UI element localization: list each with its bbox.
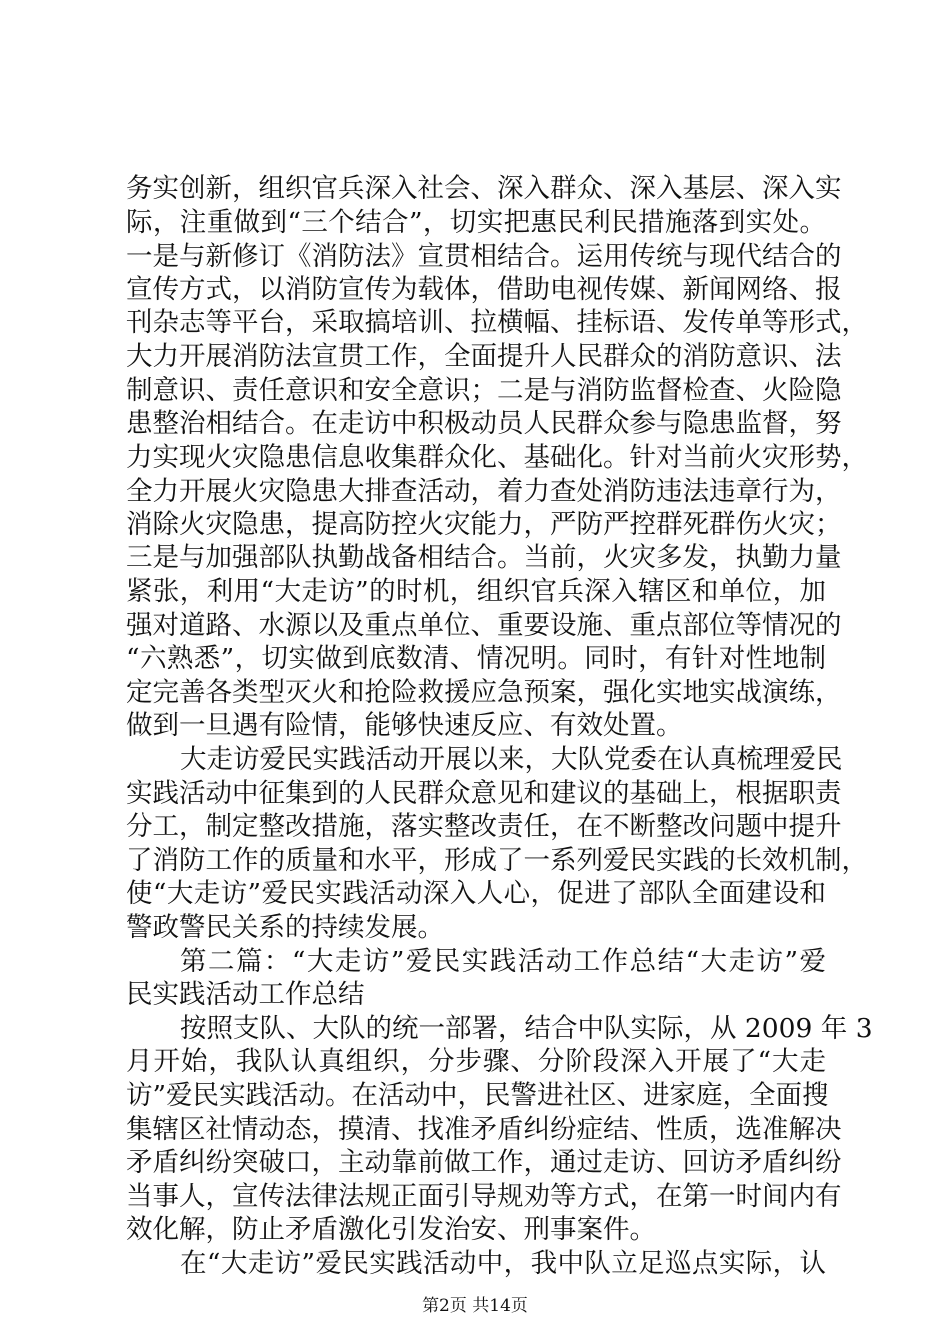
text-line: 做到一旦遇有险情，能够快速反应、有效处置。 [126,710,683,741]
text-line: 强对道路、水源以及重点单位、重要设施、重点部位等情况的 [126,610,842,641]
text-line: 分工，制定整改措施，落实整改责任，在不断整改问题中提升 [126,811,842,842]
text-line: 访”爱民实践活动。在活动中，民警进社区、进家庭，全面搜 [126,1080,829,1111]
text-line: 三是与加强部队执勤战备相结合。当前，火灾多发，执勤力量 [126,542,842,573]
text-line: “六熟悉”，切实做到底数清、情况明。同时，有针对性地制 [126,643,826,674]
text-line: 紧张，利用“大走访”的时机，组织官兵深入辖区和单位，加 [126,576,826,607]
text-line: 使“大走访”爱民实践活动深入人心，促进了部队全面建设和 [126,878,826,909]
paragraph-first-line: 在“大走访”爱民实践活动中，我中队立足巡点实际，认 [180,1248,826,1279]
text-line: 消除火灾隐患，提高防控火灾能力，严防严控群死群伤火灾； [126,509,842,540]
text-line: 务实创新，组织官兵深入社会、深入群众、深入基层、深入实 [126,173,842,204]
text-line: 集辖区社情动态，摸清、找准矛盾纠纷症结、性质，选准解决 [126,1114,842,1145]
text-line: 月开始，我队认真组织，分步骤、分阶段深入开展了“大走 [126,1046,826,1077]
text-line: 宣传方式，以消防宣传为载体，借助电视传媒、新闻网络、报 [126,274,842,305]
text-line: 矛盾纠纷突破口，主动靠前做工作，通过走访、回访矛盾纠纷 [126,1147,842,1178]
section-heading-continued: 民实践活动工作总结 [126,979,365,1010]
text-line: 实践活动中征集到的人民群众意见和建议的基础上，根据职责 [126,778,842,809]
text-line: 患整治相结合。在走访中积极动员人民群众参与隐患监督，努 [126,408,842,439]
text-line: 效化解，防止矛盾激化引发治安、刑事案件。 [126,1214,656,1245]
text-line: 制意识、责任意识和安全意识；二是与消防监督检查、火险隐 [126,375,842,406]
section-heading: 第二篇：“大走访”爱民实践活动工作总结“大走访”爱 [180,946,826,977]
text-line: 力实现火灾隐患信息收集群众化、基础化。针对当前火灾形势， [126,442,868,473]
paragraph-first-line: 大走访爱民实践活动开展以来，大队党委在认真梳理爱民 [180,744,843,775]
text-line: 当事人，宣传法律法规正面引导规劝等方式，在第一时间内有 [126,1181,842,1212]
text-line: 定完善各类型灭火和抢险救援应急预案，强化实地实战演练， [126,677,842,708]
page-number: 第2页 共14页 [422,1296,528,1316]
text-line: 警政警民关系的持续发展。 [126,912,444,943]
text-line: 刊杂志等平台，采取搞培训、拉横幅、挂标语、发传单等形式， [126,307,868,338]
text-line: 全力开展火灾隐患大排查活动，着力查处消防违法违章行为， [126,476,842,507]
text-line: 一是与新修订《消防法》宣贯相结合。运用传统与现代结合的 [126,241,842,272]
text-line: 大力开展消防法宣贯工作，全面提升人民群众的消防意识、法 [126,341,842,372]
text-line: 际，注重做到“三个结合”，切实把惠民利民措施落到实处。 [126,207,826,238]
paragraph-first-line: 按照支队、大队的统一部署，结合中队实际，从 2009 年 3 [180,1013,873,1044]
text-line: 了消防工作的质量和水平，形成了一系列爱民实践的长效机制， [126,845,868,876]
